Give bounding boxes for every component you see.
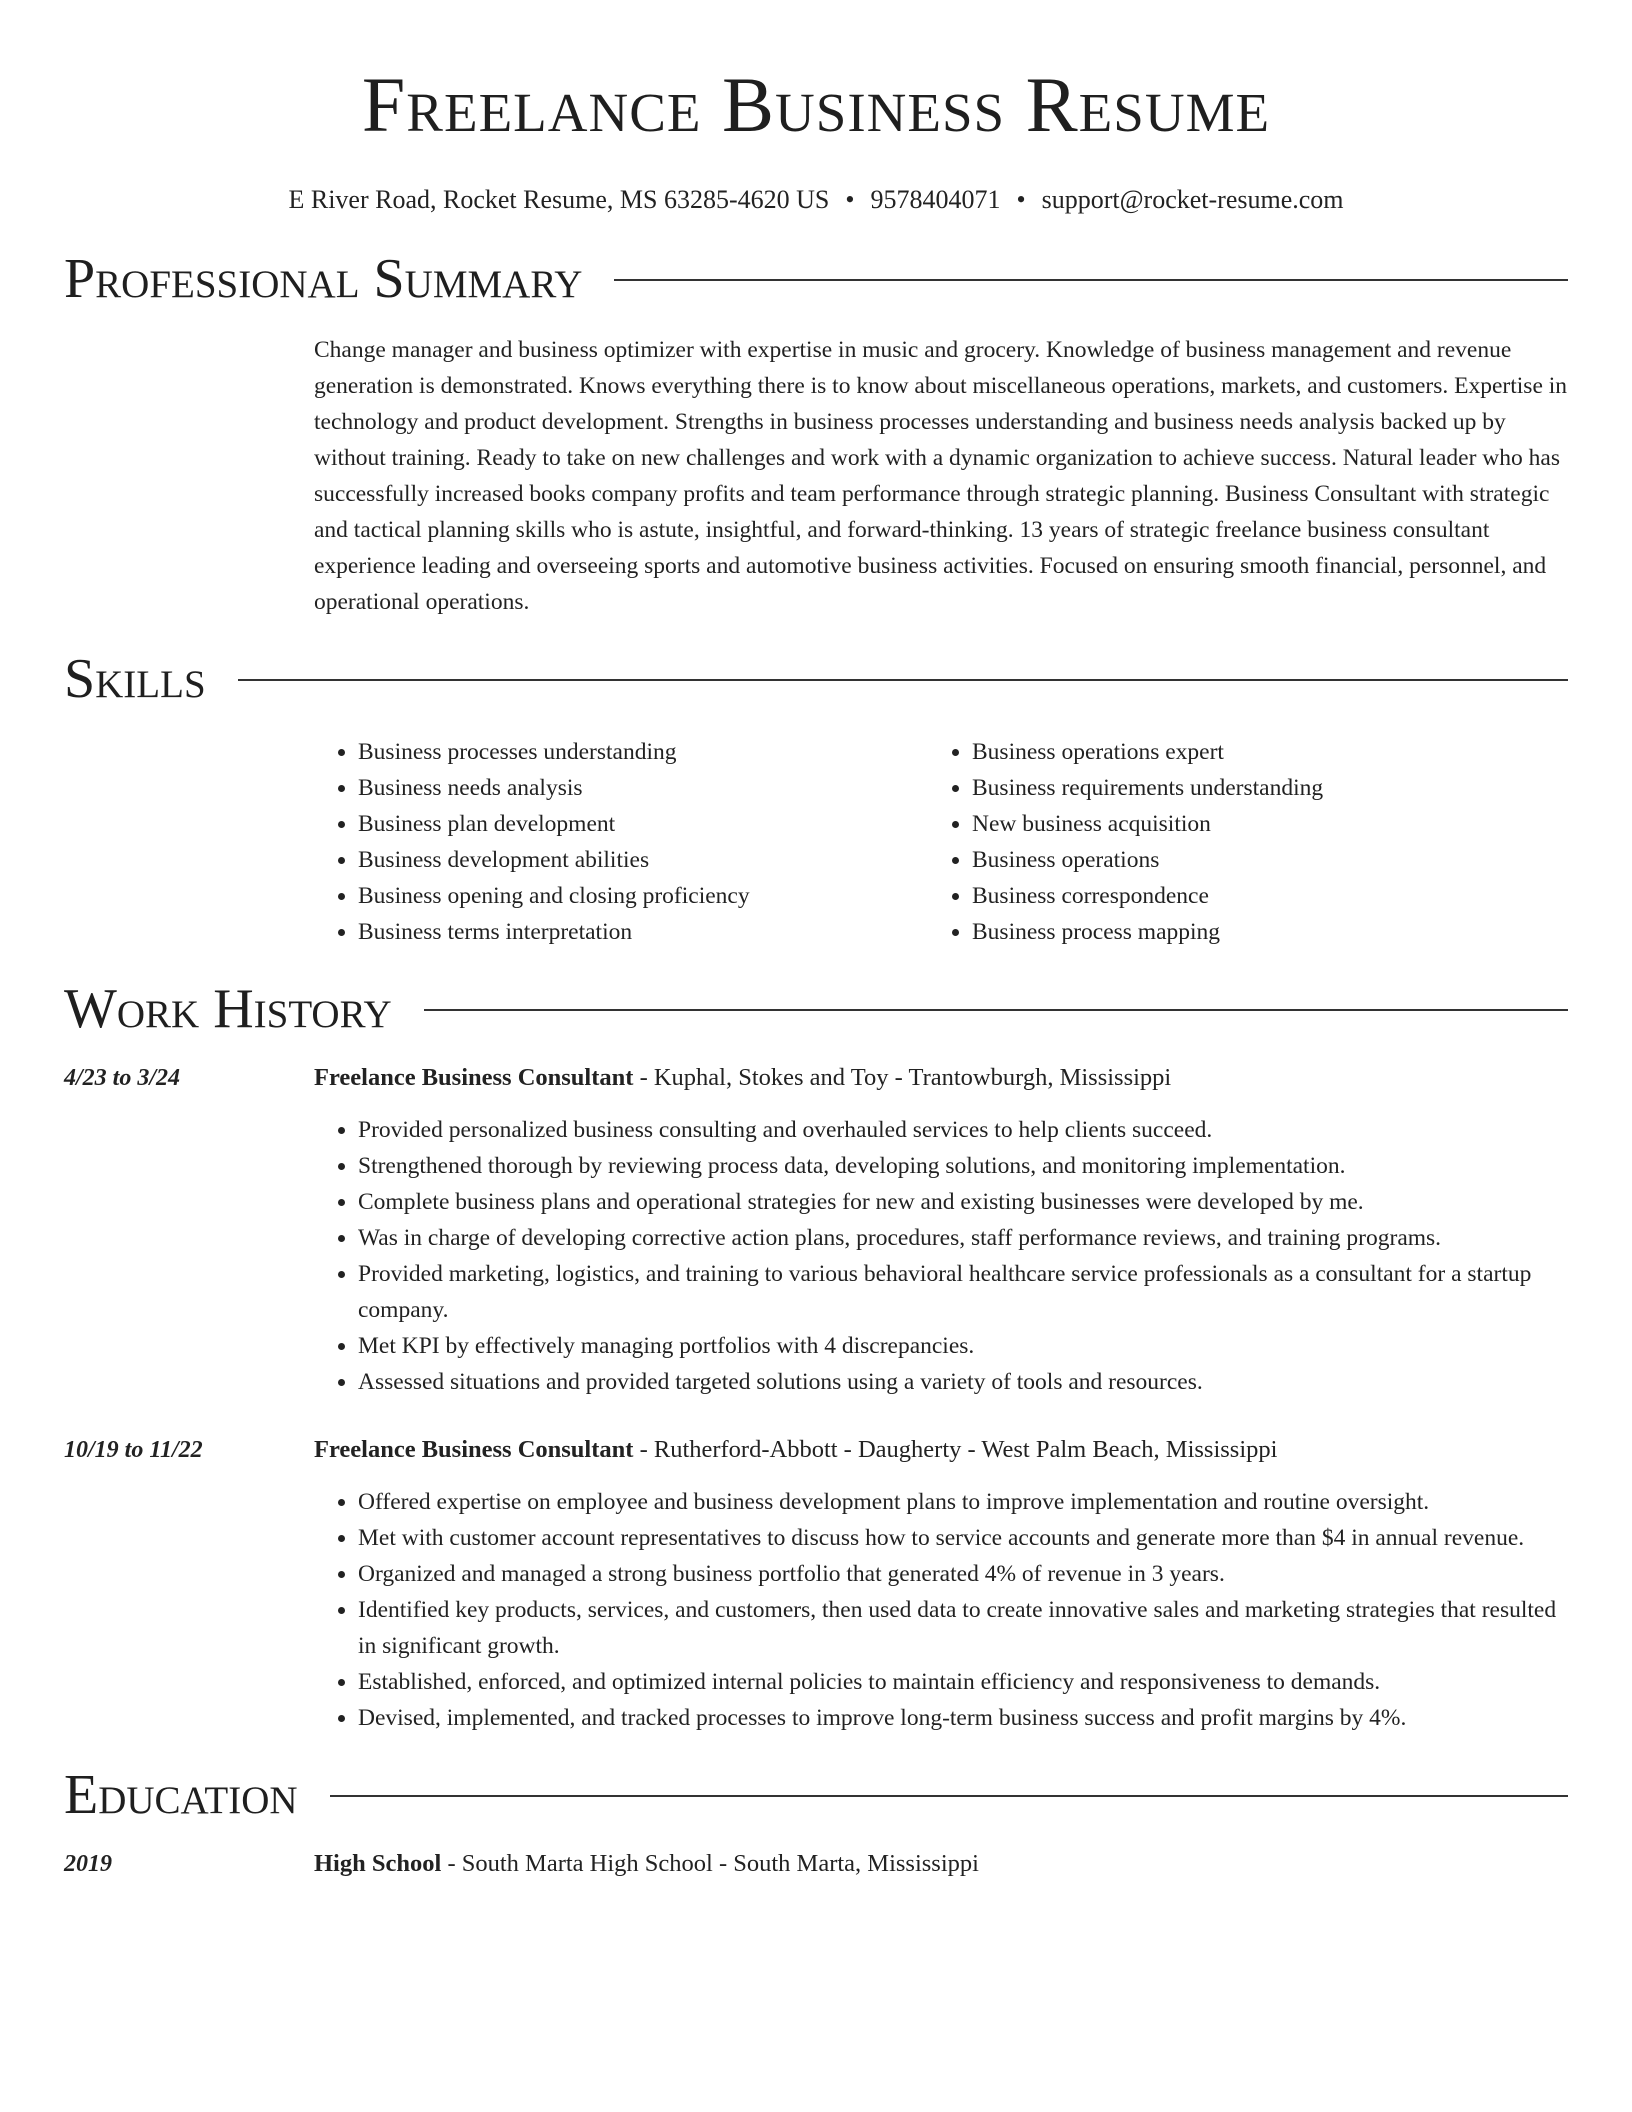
- skill-item: • New business acquisition: [972, 806, 1532, 842]
- education-school: - South Marta High School - South Marta, Mississippi: [441, 1850, 979, 1877]
- education-entry: [64, 1846, 1568, 1882]
- contact-separator: •: [845, 185, 855, 214]
- skill-item: • Business terms interpretation: [358, 914, 928, 950]
- job-bullet: • Devised, implemented, and tracked processes to improve long-term business success and profit margins by 4%.: [358, 1700, 1568, 1736]
- summary-title: Professional Summary: [64, 248, 583, 310]
- job-bullet: • Identified key products, services, and customers, then used data to create innovative sales and marketing strategies that resulted in significant growth.: [358, 1592, 1568, 1664]
- job-bullet: • Strengthened thorough by reviewing process data, developing solutions, and monitoring implementation.: [358, 1148, 1568, 1184]
- section-divider: [614, 279, 1568, 281]
- contact-separator: •: [1016, 185, 1026, 214]
- skills-column-right: [928, 734, 1532, 950]
- job-bullet: • Provided personalized business consulting and overhauled services to help clients succeed.: [358, 1112, 1568, 1148]
- contact-line: [64, 184, 1568, 216]
- skill-item: • Business requirements understanding: [972, 770, 1532, 806]
- job-bullet: • Established, enforced, and optimized internal policies to maintain efficiency and responsiveness to demands.: [358, 1664, 1568, 1700]
- summary-text: Change manager and business optimizer with expertise in music and grocery. Knowledge of business management and revenue generation is demonstrated. Knows everything there is to know about miscellaneous operations, markets, and customers. Expertise in technology and product development. Strengths in business processes understanding and business needs analysis backed up by without training. Ready to take on new challenges and work with a dynamic organization to achieve success. Natural leader who has successfully increased books company profits and team performance through strategic planning. Business Consultant with strategic and tactical planning skills who is astute, insightful, and forward-thinking. 13 years of strategic freelance business consultant experience leading and overseeing sports and automotive business activities. Focused on ensuring smooth financial, personnel, and operational operations.: [314, 337, 1568, 615]
- work-entry-header: [314, 1432, 1568, 1468]
- resume-name: Freelance Business Resume: [361, 61, 1271, 148]
- work-entry: [64, 1432, 1568, 1736]
- contact-address: E River Road, Rocket Resume, MS 63285-4620 US: [288, 185, 830, 214]
- job-bullet: • Provided marketing, logistics, and training to various behavioral healthcare service professionals as a consultant for a startup company.: [358, 1256, 1568, 1328]
- skill-item: • Business needs analysis: [358, 770, 928, 806]
- skills-column-left: [314, 734, 928, 950]
- job-bullet: • Met KPI by effectively managing portfolios with 4 discrepancies.: [358, 1328, 1568, 1364]
- education-title: Education: [64, 1764, 298, 1826]
- job-bullet: • Assessed situations and provided targeted solutions using a variety of tools and resources.: [358, 1364, 1568, 1400]
- work-entry-body: [314, 1432, 1568, 1736]
- job-bullet: • Was in charge of developing corrective action plans, procedures, staff performance reviews, and training programs.: [358, 1220, 1568, 1256]
- education-section-heading: [64, 1764, 1568, 1826]
- work-title: Work History: [64, 978, 392, 1040]
- job-bullet: • Met with customer account representatives to discuss how to service accounts and generate more than $4 in annual revenue.: [358, 1520, 1568, 1556]
- job-bullets: [314, 1112, 1568, 1400]
- job-bullet: • Organized and managed a strong business portfolio that generated 4% of revenue in 3 years.: [358, 1556, 1568, 1592]
- work-dates: 4/23 to 3/24: [64, 1065, 181, 1091]
- skill-item: • Business correspondence: [972, 878, 1532, 914]
- skill-item: • Business development abilities: [358, 842, 928, 878]
- summary-section: [314, 332, 1568, 620]
- skills-section-heading: [64, 648, 1568, 710]
- work-section-heading: [64, 978, 1568, 1040]
- job-bullets: [314, 1484, 1568, 1736]
- summary-section-heading: [64, 248, 1568, 310]
- education-date: 2019: [64, 1851, 112, 1877]
- skill-item: • Business operations: [972, 842, 1532, 878]
- section-divider: [330, 1795, 1568, 1797]
- section-divider: [424, 1009, 1568, 1011]
- job-title: Freelance Business Consultant: [314, 1064, 634, 1091]
- job-bullet: • Offered expertise on employee and business development plans to improve implementation and routine oversight.: [358, 1484, 1568, 1520]
- work-entry: [64, 1060, 1568, 1400]
- skill-item: • Business processes understanding: [358, 734, 928, 770]
- job-employer: - Rutherford-Abbott - Daugherty - West Palm Beach, Mississippi: [633, 1436, 1278, 1463]
- skill-item: • Business plan development: [358, 806, 928, 842]
- skills-list: [314, 734, 1568, 950]
- work-entry-header: [314, 1060, 1568, 1096]
- skill-item: • Business process mapping: [972, 914, 1532, 950]
- job-title: Freelance Business Consultant: [314, 1436, 634, 1463]
- education-entry-body: [314, 1846, 1568, 1882]
- skill-item: • Business opening and closing proficiency: [358, 878, 928, 914]
- work-dates: 10/19 to 11/22: [64, 1437, 203, 1463]
- work-entry-body: [314, 1060, 1568, 1400]
- job-bullet: • Complete business plans and operational strategies for new and existing businesses were developed by me.: [358, 1184, 1568, 1220]
- skill-item: • Business operations expert: [972, 734, 1532, 770]
- skills-title: Skills: [64, 648, 206, 710]
- contact-email: support@rocket-resume.com: [1041, 185, 1344, 214]
- education-degree: High School: [314, 1850, 442, 1877]
- job-employer: - Kuphal, Stokes and Toy - Trantowburgh, Mississippi: [633, 1064, 1172, 1091]
- section-divider: [238, 679, 1568, 681]
- contact-phone: 9578404071: [870, 185, 1001, 214]
